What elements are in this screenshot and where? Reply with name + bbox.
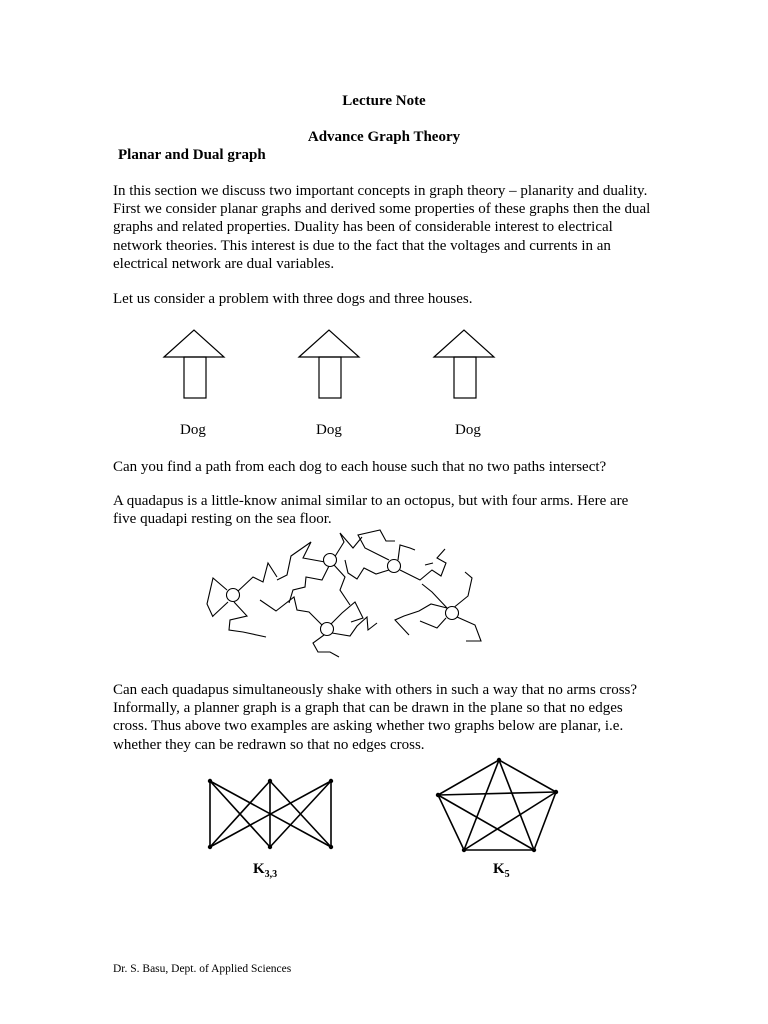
section-heading: Planar and Dual graph: [118, 147, 266, 163]
quadapus-line: five quadapi resting on the sea floor.: [113, 511, 332, 528]
k33-label-sub: 3,3: [264, 869, 278, 880]
planar-line: Informally, a planner graph is a graph that can be drawn in the plane so that no edges: [113, 700, 623, 717]
k5-label-sub: 5: [504, 869, 510, 880]
k33-label-base: K: [253, 861, 265, 877]
dog-label: Dog: [180, 422, 206, 438]
k33-label: [253, 861, 277, 880]
intro-line: In this section we discuss two important concepts in graph theory – planarity and duality.: [113, 183, 648, 199]
intro-line: First we consider planar graphs and derived some properties of these graphs then the dual: [113, 201, 651, 218]
k5-label: [493, 861, 510, 880]
planar-line: whether they can be redrawn so that no edges cross.: [113, 736, 425, 753]
dogs-intro: Let us consider a problem with three dogs and three houses.: [113, 291, 473, 307]
dog-label: Dog: [455, 422, 481, 438]
intro-line: electrical network are dual variables.: [113, 255, 335, 272]
quadapus-line: A quadapus is a little-know animal similar to an octopus, but with four arms. Here are: [113, 493, 629, 509]
intro-line: graphs and related properties. Duality has been of considerable interest to electrical: [113, 219, 613, 236]
planar-line: cross. Thus above two examples are asking whether two graphs below are planar, i.e.: [113, 718, 624, 735]
intro-line: network theories. This interest is due to the fact that the voltages and currents in an: [113, 237, 611, 254]
path-question: Can you find a path from each dog to each house such that no two paths intersect?: [113, 459, 607, 475]
page-footer: Dr. S. Basu, Dept. of Applied Sciences: [113, 963, 292, 975]
dog-label: Dog: [316, 422, 342, 438]
page-subtitle: Advance Graph Theory: [307, 129, 461, 145]
planar-line: Can each quadapus simultaneously shake with others in such a way that no arms cross?: [113, 682, 638, 698]
page-title: Lecture Note: [342, 93, 426, 109]
k5-label-base: K: [493, 861, 505, 877]
